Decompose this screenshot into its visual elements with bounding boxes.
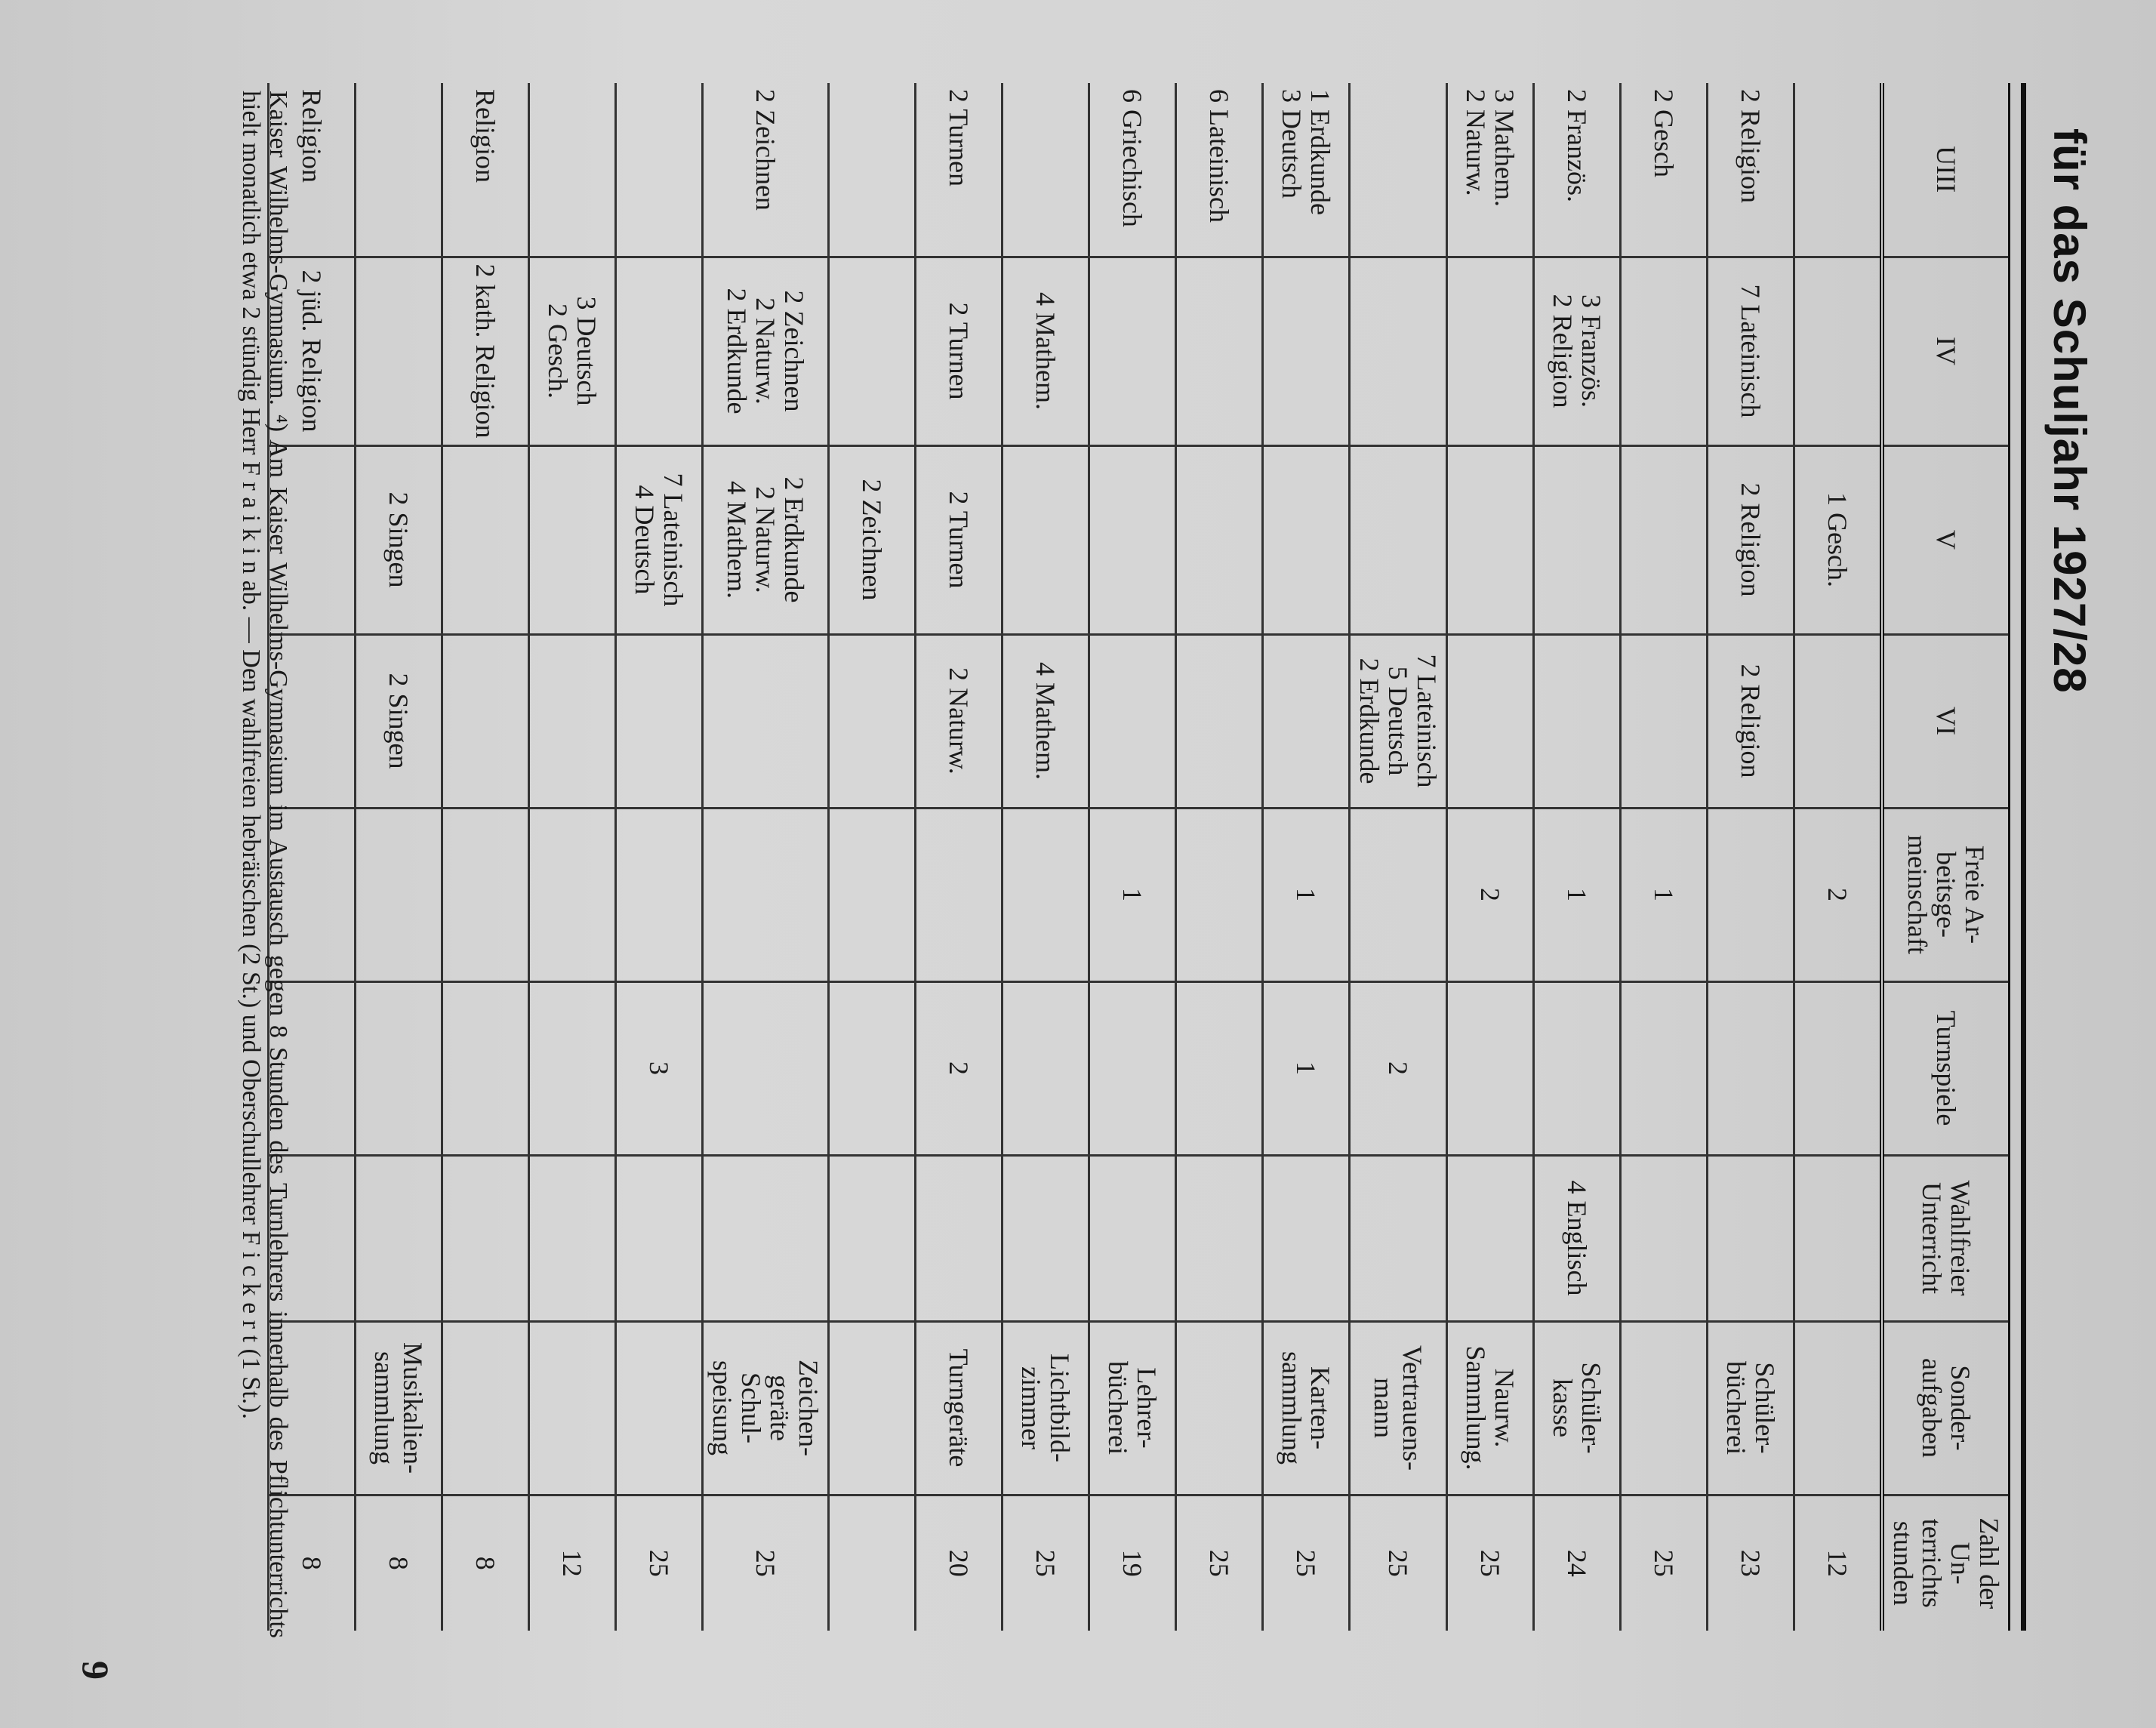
cell-v <box>1176 445 1263 634</box>
cell-uiii <box>829 83 916 257</box>
cell-arbeitsgemeinschaft <box>703 808 829 981</box>
cell-uiii: Religion <box>269 83 356 257</box>
cell-sonderaufgabe <box>442 1321 529 1495</box>
cell-wahlfrei <box>1708 1155 1794 1321</box>
cell-vi: 7 Lateinisch 5 Deutsch 2 Erdkunde <box>1350 634 1447 808</box>
cell-turnspiele <box>356 981 442 1155</box>
cell-arbeitsgemeinschaft: 2 <box>1447 808 1534 981</box>
cell-arbeitsgemeinschaft <box>1176 808 1263 981</box>
header-wahlfreier-unterricht: Wahlfreier Unterricht <box>1882 1155 2008 1321</box>
table-row <box>529 83 616 1631</box>
table-row <box>1176 83 1263 1631</box>
cell-turnspiele: 1 <box>1263 981 1350 1155</box>
table-row <box>1447 83 1534 1631</box>
cell-iv: 2 kath. Religion <box>442 257 529 445</box>
cell-v: 2 Turnen <box>916 445 1003 634</box>
cell-iv <box>1176 257 1263 445</box>
header-rule <box>2008 83 2026 1631</box>
cell-vi <box>529 634 616 808</box>
cell-sonderaufgabe <box>529 1321 616 1495</box>
cell-v: 2 Singen <box>356 445 442 634</box>
table-row <box>1708 83 1794 1631</box>
cell-turnspiele <box>703 981 829 1155</box>
cell-iv <box>1089 257 1176 445</box>
cell-vi <box>1176 634 1263 808</box>
cell-wahlfrei <box>1176 1155 1263 1321</box>
cell-sonderaufgabe <box>1176 1321 1263 1495</box>
cell-iv: 3 Deutsch 2 Gesch. <box>529 257 616 445</box>
cell-stundenzahl: 8 <box>269 1495 356 1631</box>
cell-iv <box>1350 257 1447 445</box>
cell-stundenzahl: 25 <box>1176 1495 1263 1631</box>
cell-wahlfrei <box>356 1155 442 1321</box>
cell-v: 2 Zeichnen <box>829 445 916 634</box>
cell-wahlfrei: 4 Englisch <box>1534 1155 1621 1321</box>
page-title: für das Schuljahr 1927/28 <box>2044 128 2095 694</box>
cell-sonderaufgabe <box>1794 1321 1883 1495</box>
header-iv: IV <box>1882 257 2008 445</box>
cell-stundenzahl: 25 <box>616 1495 703 1631</box>
header-freie-arbeitsgemeinschaft: Freie Ar- beitsge- meinschaft <box>1882 808 2008 981</box>
cell-wahlfrei <box>529 1155 616 1321</box>
cell-stundenzahl: 24 <box>1534 1495 1621 1631</box>
cell-wahlfrei <box>442 1155 529 1321</box>
page-number: 9 <box>75 1661 117 1680</box>
header-uiii: UIII <box>1882 83 2008 257</box>
cell-vi: 4 Mathem. <box>1003 634 1089 808</box>
cell-uiii: 6 Griechisch <box>1089 83 1176 257</box>
cell-vi <box>703 634 829 808</box>
cell-uiii <box>529 83 616 257</box>
cell-arbeitsgemeinschaft: 1 <box>1263 808 1350 981</box>
cell-vi <box>829 634 916 808</box>
cell-stundenzahl: 23 <box>1708 1495 1794 1631</box>
cell-stundenzahl: 25 <box>1447 1495 1534 1631</box>
cell-sonderaufgabe: Turngeräte <box>916 1321 1003 1495</box>
cell-sonderaufgabe: Vertrauens- mann <box>1350 1321 1447 1495</box>
cell-turnspiele: 2 <box>1350 981 1447 1155</box>
cell-iv <box>1621 257 1708 445</box>
cell-wahlfrei <box>1003 1155 1089 1321</box>
cell-uiii: 2 Gesch <box>1621 83 1708 257</box>
cell-vi <box>1089 634 1176 808</box>
cell-wahlfrei <box>1447 1155 1534 1321</box>
cell-turnspiele <box>529 981 616 1155</box>
table-row <box>356 83 442 1631</box>
table-row <box>1003 83 1089 1631</box>
table-row <box>829 83 916 1631</box>
cell-arbeitsgemeinschaft <box>356 808 442 981</box>
header-v: V <box>1882 445 2008 634</box>
cell-turnspiele: 3 <box>616 981 703 1155</box>
cell-v <box>1263 445 1350 634</box>
cell-v <box>529 445 616 634</box>
cell-iv: 7 Lateinisch <box>1708 257 1794 445</box>
cell-uiii: Religion <box>442 83 529 257</box>
cell-vi: 2 Religion <box>1708 634 1794 808</box>
cell-turnspiele <box>1534 981 1621 1155</box>
cell-turnspiele <box>1621 981 1708 1155</box>
cell-stundenzahl: 25 <box>703 1495 829 1631</box>
cell-sonderaufgabe: Musikalien- sammlung <box>356 1321 442 1495</box>
table-row <box>703 83 829 1631</box>
cell-turnspiele <box>1089 981 1176 1155</box>
cell-iv: 2 jüd. Religion <box>269 257 356 445</box>
cell-wahlfrei <box>1263 1155 1350 1321</box>
header-stundenzahl: Zahl der Un- terrichts stunden <box>1882 1495 2008 1631</box>
cell-vi <box>1794 634 1883 808</box>
cell-wahlfrei <box>1794 1155 1883 1321</box>
cell-sonderaufgabe: Zeichen- geräte Schul- speisung <box>703 1321 829 1495</box>
cell-iv: 2 Zeichnen 2 Naturw. 2 Erdkunde <box>703 257 829 445</box>
cell-stundenzahl: 25 <box>1003 1495 1089 1631</box>
cell-uiii: 2 Französ. <box>1534 83 1621 257</box>
cell-uiii <box>356 83 442 257</box>
table-row <box>1794 83 1883 1631</box>
cell-v: 2 Erdkunde 2 Naturw. 4 Mathem. <box>703 445 829 634</box>
cell-wahlfrei <box>829 1155 916 1321</box>
cell-stundenzahl: 25 <box>1350 1495 1447 1631</box>
cell-v <box>1621 445 1708 634</box>
cell-iv <box>356 257 442 445</box>
cell-iv <box>1447 257 1534 445</box>
cell-sonderaufgabe: Naurw. Sammlung. <box>1447 1321 1534 1495</box>
cell-v <box>1350 445 1447 634</box>
cell-uiii: 2 Turnen <box>916 83 1003 257</box>
cell-arbeitsgemeinschaft <box>829 808 916 981</box>
cell-vi <box>442 634 529 808</box>
cell-vi <box>1534 634 1621 808</box>
cell-stundenzahl: 12 <box>529 1495 616 1631</box>
cell-v <box>1534 445 1621 634</box>
cell-arbeitsgemeinschaft: 1 <box>1621 808 1708 981</box>
cell-sonderaufgabe <box>616 1321 703 1495</box>
cell-stundenzahl: 8 <box>442 1495 529 1631</box>
cell-uiii <box>1350 83 1447 257</box>
cell-vi: 2 Singen <box>356 634 442 808</box>
cell-iv: 4 Mathem. <box>1003 257 1089 445</box>
cell-uiii: 2 Religion <box>1708 83 1794 257</box>
cell-vi <box>1447 634 1534 808</box>
table-body <box>269 83 1883 1631</box>
cell-sonderaufgabe: Schüler- kasse <box>1534 1321 1621 1495</box>
cell-arbeitsgemeinschaft <box>442 808 529 981</box>
table-row <box>1534 83 1621 1631</box>
cell-v <box>442 445 529 634</box>
cell-wahlfrei <box>1350 1155 1447 1321</box>
cell-uiii <box>1003 83 1089 257</box>
cell-vi: 2 Naturw. <box>916 634 1003 808</box>
header-sonderaufgaben: Sonder- aufgaben <box>1882 1321 2008 1495</box>
cell-sonderaufgabe: Karten- sammlung <box>1263 1321 1350 1495</box>
cell-arbeitsgemeinschaft <box>1003 808 1089 981</box>
footnote: Kaiser Wilhelms-Gymnasium. ⁴) Am Kaiser Wilhelms-Gymnasium im Austausch gegen 8 Stunden des Turnlehrers innerhalb des Pflichtunterrichts hielt monatlich etwa 2 stündig Herr F r a i k i n ab. — Den wahlfreien hebräischen (2 St.) und Oberschullehrer F i c k e r t (1 St.). <box>237 91 292 1638</box>
cell-wahlfrei <box>916 1155 1003 1321</box>
table-row <box>1350 83 1447 1631</box>
cell-uiii: 3 Mathem. 2 Naturw. <box>1447 83 1534 257</box>
cell-turnspiele <box>1003 981 1089 1155</box>
cell-iv <box>829 257 916 445</box>
cell-turnspiele <box>829 981 916 1155</box>
cell-wahlfrei <box>1621 1155 1708 1321</box>
cell-iv <box>1794 257 1883 445</box>
table-row <box>916 83 1003 1631</box>
cell-arbeitsgemeinschaft <box>1350 808 1447 981</box>
cell-stundenzahl: 8 <box>356 1495 442 1631</box>
schedule-table <box>267 83 2008 1631</box>
header-turnspiele: Turnspiele <box>1882 981 2008 1155</box>
cell-v <box>1447 445 1534 634</box>
cell-sonderaufgabe: Schüler- bücherei <box>1708 1321 1794 1495</box>
table-row <box>616 83 703 1631</box>
cell-turnspiele <box>1176 981 1263 1155</box>
cell-uiii: 1 Erdkunde 3 Deutsch <box>1263 83 1350 257</box>
cell-iv: 3 Französ. 2 Religion <box>1534 257 1621 445</box>
cell-arbeitsgemeinschaft <box>1708 808 1794 981</box>
table-row <box>1263 83 1350 1631</box>
cell-vi <box>1621 634 1708 808</box>
cell-iv: 2 Turnen <box>916 257 1003 445</box>
cell-sonderaufgabe: Lichtbild- zimmer <box>1003 1321 1089 1495</box>
cell-iv <box>1263 257 1350 445</box>
cell-turnspiele <box>1708 981 1794 1155</box>
cell-v: 1 Gesch. <box>1794 445 1883 634</box>
cell-arbeitsgemeinschaft <box>616 808 703 981</box>
cell-wahlfrei <box>616 1155 703 1321</box>
cell-v <box>1003 445 1089 634</box>
cell-uiii <box>1794 83 1883 257</box>
cell-vi <box>616 634 703 808</box>
cell-stundenzahl: 25 <box>1263 1495 1350 1631</box>
cell-turnspiele <box>442 981 529 1155</box>
cell-iv <box>616 257 703 445</box>
cell-arbeitsgemeinschaft: 1 <box>1089 808 1176 981</box>
table-row <box>1621 83 1708 1631</box>
cell-uiii <box>616 83 703 257</box>
cell-stundenzahl: 25 <box>1621 1495 1708 1631</box>
cell-v: 2 Religion <box>1708 445 1794 634</box>
cell-stundenzahl: 20 <box>916 1495 1003 1631</box>
cell-uiii: 6 Lateinisch <box>1176 83 1263 257</box>
cell-turnspiele <box>1447 981 1534 1155</box>
cell-stundenzahl: 19 <box>1089 1495 1176 1631</box>
header-vi: VI <box>1882 634 2008 808</box>
cell-stundenzahl: 12 <box>1794 1495 1883 1631</box>
cell-v: 7 Lateinisch 4 Deutsch <box>616 445 703 634</box>
table-row <box>442 83 529 1631</box>
header-row <box>1882 83 2008 1631</box>
cell-stundenzahl <box>829 1495 916 1631</box>
cell-turnspiele: 2 <box>916 981 1003 1155</box>
cell-uiii: 2 Zeichnen <box>703 83 829 257</box>
cell-turnspiele <box>1794 981 1883 1155</box>
cell-sonderaufgabe: Lehrer- bücherei <box>1089 1321 1176 1495</box>
cell-arbeitsgemeinschaft <box>529 808 616 981</box>
cell-vi <box>1263 634 1350 808</box>
cell-v <box>1089 445 1176 634</box>
table-row <box>1089 83 1176 1631</box>
cell-arbeitsgemeinschaft <box>916 808 1003 981</box>
cell-sonderaufgabe <box>1621 1321 1708 1495</box>
cell-wahlfrei <box>703 1155 829 1321</box>
cell-wahlfrei <box>1089 1155 1176 1321</box>
cell-sonderaufgabe <box>829 1321 916 1495</box>
cell-arbeitsgemeinschaft: 2 <box>1794 808 1883 981</box>
cell-arbeitsgemeinschaft: 1 <box>1534 808 1621 981</box>
